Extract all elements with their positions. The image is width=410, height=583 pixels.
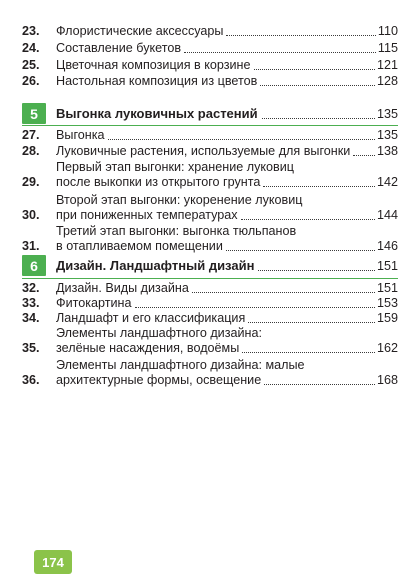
toc-entry-26	[22, 74, 398, 89]
toc-entry-title-cont: архитектурные формы, освещение	[56, 373, 262, 387]
toc-entry-title: Ландшафт и его классификация	[56, 311, 246, 325]
toc-entry-title: Элементы ландшафтного дизайна: малые	[56, 358, 305, 372]
toc-entry-page: 110	[377, 24, 398, 38]
leader-dots	[262, 118, 375, 119]
section-number-badge: 5	[22, 103, 46, 124]
toc-entry-page: 121	[376, 58, 398, 72]
toc-entry-title-cont: при пониженных температурах	[56, 208, 238, 222]
toc-entry-page: 138	[376, 144, 398, 158]
toc-entry-title: Третий этап выгонки: выгонка тюльпанов	[56, 224, 297, 238]
toc-entry-title: Фитокартина	[56, 296, 132, 310]
section-title: Выгонка луковичных растений	[56, 106, 258, 121]
section-divider	[22, 125, 398, 126]
toc-entry-title: Второй этап выгонки: укоренение луковиц	[56, 193, 303, 207]
section-page: 135	[376, 106, 398, 121]
toc-entry-28	[22, 144, 398, 159]
toc-entry-page: 162	[376, 341, 398, 355]
toc-entry-page: 128	[376, 74, 398, 88]
toc-entry-title-cont: после выкопки из открытого грунта	[56, 175, 261, 189]
section-divider	[22, 278, 398, 279]
leader-dots	[192, 292, 375, 293]
toc-entry-title: Составление букетов	[56, 41, 182, 55]
leader-dots	[226, 250, 375, 251]
toc-entry-title: Дизайн. Виды дизайна	[56, 281, 189, 295]
toc-entry-number: 36.	[22, 373, 40, 387]
toc-entry-page: 115	[377, 41, 398, 55]
leader-dots	[242, 352, 375, 353]
toc-entry-31	[22, 224, 398, 254]
toc-entry-title: Элементы ландшафтного дизайна:	[56, 326, 262, 340]
leader-dots	[248, 322, 375, 323]
leader-dots	[263, 186, 375, 187]
toc-entry-title: Первый этап выгонки: хранение луковиц	[56, 160, 294, 174]
toc-entry-title-cont: зелёные насаждения, водоёмы	[56, 341, 240, 355]
toc-entry-25	[22, 58, 398, 73]
toc-entry-24	[22, 41, 398, 56]
page-number-badge: 174	[34, 550, 72, 574]
leader-dots	[241, 219, 375, 220]
toc-entry-number: 32.	[22, 281, 40, 295]
toc-entry-page: 151	[376, 281, 398, 295]
section-heading-5	[22, 102, 398, 125]
toc-entry-30	[22, 193, 398, 223]
toc-entry-title-cont: в отапливаемом помещении	[56, 239, 223, 253]
toc-entry-page: 146	[376, 239, 398, 253]
toc-entry-title: Выгонка	[56, 128, 105, 142]
toc-entry-page: 142	[376, 175, 398, 189]
leader-dots	[260, 85, 375, 86]
toc-entry-number: 27.	[22, 128, 40, 142]
toc-entry-35	[22, 326, 398, 356]
leader-dots	[184, 52, 376, 53]
toc-entry-number: 29.	[22, 175, 40, 189]
leader-dots	[258, 270, 375, 271]
toc-entry-number: 23.	[22, 24, 40, 38]
section-number-badge: 6	[22, 255, 46, 276]
toc-entry-number: 35.	[22, 341, 40, 355]
toc-entry-23	[22, 24, 398, 39]
toc-entry-29	[22, 160, 398, 190]
toc-entry-page: 135	[376, 128, 398, 142]
leader-dots	[264, 384, 375, 385]
section-page: 151	[376, 258, 398, 273]
toc-entry-page: 159	[376, 311, 398, 325]
toc-entry-27	[22, 128, 398, 143]
toc-entry-title: Цветочная композиция в корзине	[56, 58, 251, 72]
toc-entry-title: Настольная композиция из цветов	[56, 74, 258, 88]
toc-entry-number: 25.	[22, 58, 40, 72]
toc-entry-number: 28.	[22, 144, 40, 158]
toc-entry-title: Флористические аксессуары	[56, 24, 224, 38]
toc-entry-page: 168	[376, 373, 398, 387]
toc-entry-32	[22, 281, 398, 296]
toc-entry-page: 144	[376, 208, 398, 222]
leader-dots	[226, 35, 375, 36]
section-title: Дизайн. Ландшафтный дизайн	[56, 258, 255, 273]
toc-entry-number: 31.	[22, 239, 40, 253]
leader-dots	[108, 139, 375, 140]
toc-entry-number: 33.	[22, 296, 40, 310]
toc-entry-number: 30.	[22, 208, 40, 222]
toc-entry-33	[22, 296, 398, 311]
leader-dots	[135, 307, 375, 308]
toc-entry-number: 34.	[22, 311, 40, 325]
section-heading-6	[22, 254, 398, 277]
toc-entry-title: Луковичные растения, используемые для выгонки	[56, 144, 351, 158]
leader-dots	[353, 155, 375, 156]
toc-entry-number: 26.	[22, 74, 40, 88]
toc-entry-page: 153	[376, 296, 398, 310]
toc-entry-34	[22, 311, 398, 326]
leader-dots	[254, 69, 375, 70]
toc-entry-number: 24.	[22, 41, 40, 55]
toc-entry-36	[22, 358, 398, 388]
